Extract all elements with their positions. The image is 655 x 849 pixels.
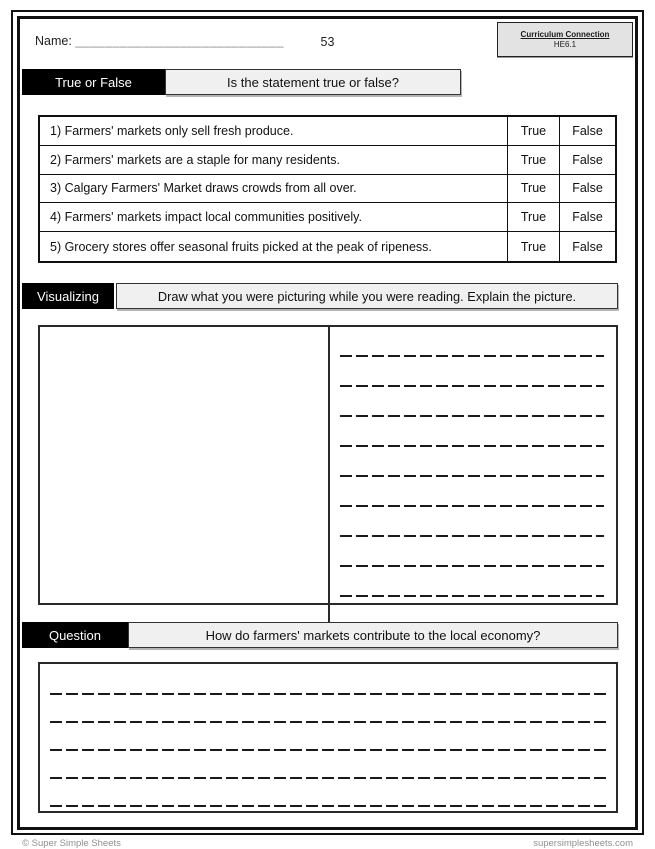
table-row bbox=[40, 232, 615, 261]
statement-text: 2) Farmers' markets are a staple for many residents. bbox=[40, 146, 508, 174]
writing-line[interactable] bbox=[50, 721, 606, 723]
name-input-line[interactable]: ____________________________ bbox=[75, 34, 284, 48]
writing-line[interactable] bbox=[340, 565, 604, 567]
true-or-false-prompt: Is the statement true or false? bbox=[165, 69, 461, 95]
curriculum-title: Curriculum Connection bbox=[520, 30, 610, 39]
table-row bbox=[40, 117, 615, 146]
page-number: 53 bbox=[320, 35, 335, 49]
statement-text: 5) Grocery stores offer seasonal fruits picked at the peak of ripeness. bbox=[40, 232, 508, 261]
false-option[interactable]: False bbox=[572, 239, 603, 254]
drawing-area[interactable] bbox=[40, 327, 330, 625]
false-option[interactable]: False bbox=[572, 123, 603, 138]
writing-line[interactable] bbox=[340, 505, 604, 507]
statement-text: 1) Farmers' markets only sell fresh produce. bbox=[40, 117, 508, 145]
false-option[interactable]: False bbox=[572, 152, 603, 167]
curriculum-code: HE6.1 bbox=[553, 40, 577, 49]
question-prompt: How do farmers' markets contribute to the local economy? bbox=[128, 622, 618, 648]
table-row bbox=[40, 203, 615, 232]
curriculum-connection-box bbox=[497, 22, 633, 57]
true-option[interactable]: True bbox=[508, 146, 560, 174]
writing-line[interactable] bbox=[340, 475, 604, 477]
false-option[interactable]: False bbox=[572, 210, 603, 225]
visualizing-label: Visualizing bbox=[22, 283, 114, 309]
true-option[interactable]: True bbox=[508, 232, 560, 261]
false-option[interactable]: False bbox=[572, 181, 603, 196]
question-label: Question bbox=[22, 622, 128, 648]
writing-line[interactable] bbox=[340, 595, 604, 597]
writing-line[interactable] bbox=[340, 445, 604, 447]
explanation-lines bbox=[330, 327, 616, 625]
writing-line[interactable] bbox=[340, 415, 604, 417]
writing-line[interactable] bbox=[340, 535, 604, 537]
writing-line[interactable] bbox=[50, 805, 606, 807]
true-false-table bbox=[38, 115, 617, 263]
true-or-false-label: True or False bbox=[22, 69, 165, 95]
writing-line[interactable] bbox=[50, 693, 606, 695]
statement-text: 3) Calgary Farmers' Market draws crowds from all over. bbox=[40, 175, 508, 203]
website-link[interactable]: supersimplesheets.com bbox=[533, 838, 633, 849]
table-row bbox=[40, 146, 615, 175]
visualizing-prompt: Draw what you were picturing while you were reading. Explain the picture. bbox=[116, 283, 618, 309]
true-option[interactable]: True bbox=[508, 117, 560, 145]
true-option[interactable]: True bbox=[508, 175, 560, 203]
answer-box bbox=[38, 662, 618, 813]
copyright-text: © Super Simple Sheets bbox=[22, 838, 121, 849]
true-option[interactable]: True bbox=[508, 203, 560, 231]
table-row bbox=[40, 175, 615, 204]
name-label: Name: bbox=[35, 34, 72, 48]
statement-text: 4) Farmers' markets impact local communities positively. bbox=[40, 203, 508, 231]
visualizing-box bbox=[38, 325, 618, 605]
writing-line[interactable] bbox=[50, 749, 606, 751]
writing-line[interactable] bbox=[340, 355, 604, 357]
writing-line[interactable] bbox=[340, 385, 604, 387]
writing-line[interactable] bbox=[50, 777, 606, 779]
